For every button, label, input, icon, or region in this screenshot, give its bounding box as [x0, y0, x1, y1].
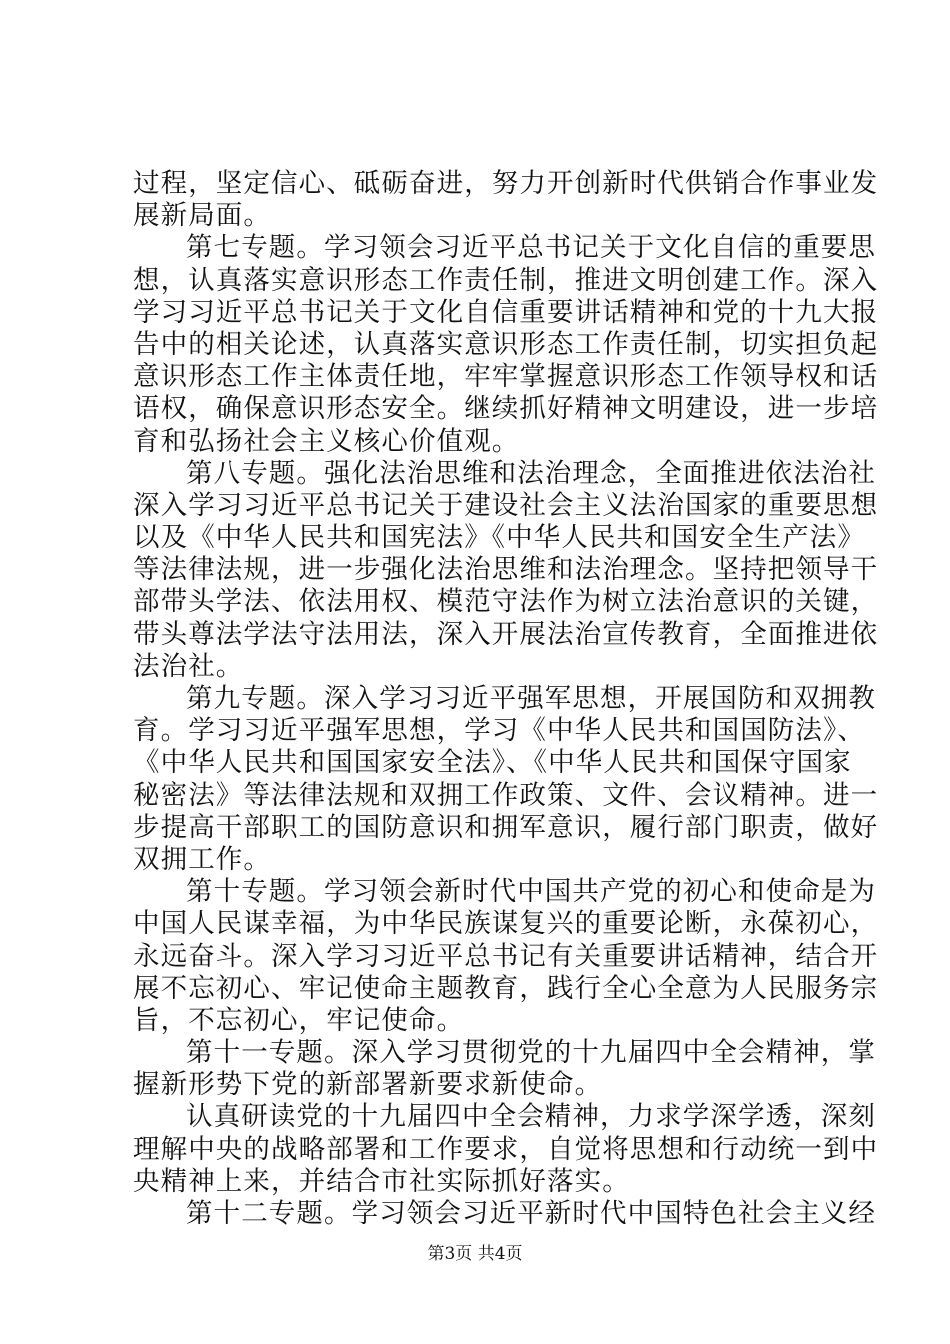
- text-line: 语权，确保意识形态安全。继续抓好精神文明建设，进一步培: [133, 393, 879, 425]
- text-line: 央精神上来，并结合市社实际抓好落实。: [133, 1165, 630, 1197]
- text-line: 第九专题。深入学习习近平强军思想，开展国防和双拥教: [186, 683, 876, 714]
- document-body: [133, 168, 879, 1230]
- text-line: 学习习近平总书记关于文化自信重要讲话精神和党的十九大报: [133, 296, 879, 328]
- text-line: 第十一专题。深入学习贯彻党的十九届四中全会精神，掌: [186, 1037, 876, 1069]
- text-line: 第十专题。学习领会新时代中国共产党的初心和使命是为: [186, 876, 876, 908]
- text-line: 带头尊法学法守法用法，深入开展法治宣传教育，全面推进依: [133, 618, 879, 650]
- text-line: 部带头学法、依法用权、模范守法作为树立法治意识的关键，: [133, 586, 879, 618]
- text-line: 深入学习习近平总书记关于建设社会主义法治国家的重要思想: [133, 489, 879, 521]
- text-line: 过程，坚定信心、砥砺奋进，努力开创新时代供销合作事业发: [133, 168, 879, 199]
- page-footer: 第3页 共4页: [427, 1244, 523, 1264]
- text-line: 步提高干部职工的国防意识和拥军意识，履行部门职责，做好: [133, 811, 879, 843]
- text-line: 等法律法规，进一步强化法治思维和法治理念。坚持把领导干: [133, 554, 879, 586]
- text-line: 想，认真落实意识形态工作责任制，推进文明创建工作。深入: [133, 264, 879, 296]
- text-line: 意识形态工作主体责任地，牢牢掌握意识形态工作领导权和话: [133, 361, 879, 393]
- text-line: 法治社。: [133, 650, 244, 682]
- text-line: 旨，不忘初心，牢记使命。: [133, 1004, 465, 1036]
- text-line: 展新局面。: [133, 200, 271, 232]
- text-line: 育。学习习近平强军思想，学习《中华人民共和国国防法》、: [133, 715, 865, 747]
- text-line: 第七专题。学习领会习近平总书记关于文化自信的重要思: [186, 232, 876, 264]
- text-line: 第八专题。强化法治思维和法治理念，全面推进依法治社: [186, 457, 876, 489]
- text-line: 永远奋斗。深入学习习近平总书记有关重要讲话精神，结合开: [133, 940, 879, 972]
- text-line: 秘密法》等法律法规和双拥工作政策、文件、会议精神。进一: [133, 779, 879, 811]
- text-line: 告中的相关论述，认真落实意识形态工作责任制，切实担负起: [133, 328, 879, 360]
- text-line: 以及《中华人民共和国宪法》《中华人民共和国安全生产法》: [133, 522, 865, 554]
- text-line: 育和弘扬社会主义核心价值观。: [133, 425, 520, 457]
- text-line: 展不忘初心、牢记使命主题教育，践行全心全意为人民服务宗: [133, 972, 879, 1004]
- text-line: 中国人民谋幸福，为中华民族谋复兴的重要论断，永葆初心，: [133, 908, 879, 940]
- text-line: 认真研读党的十九届四中全会精神，力求学深学透，深刻: [186, 1101, 876, 1133]
- text-line: 双拥工作。: [133, 843, 271, 875]
- text-line: 《中华人民共和国国家安全法》、《中华人民共和国保守国家: [133, 747, 852, 779]
- text-line: 握新形势下党的新部署新要求新使命。: [133, 1069, 603, 1101]
- text-line: 理解中央的战略部署和工作要求，自觉将思想和行动统一到中: [133, 1133, 879, 1165]
- text-line: 第十二专题。学习领会习近平新时代中国特色社会主义经: [186, 1198, 876, 1229]
